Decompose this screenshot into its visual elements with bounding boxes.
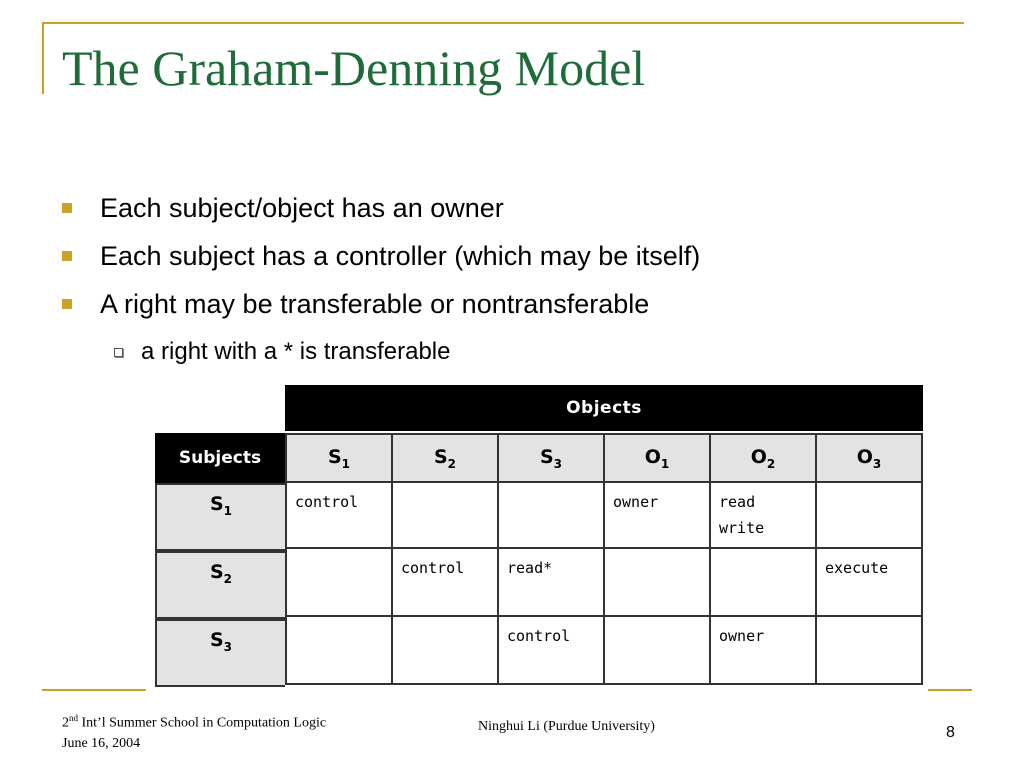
frame-top-line (42, 22, 964, 24)
hollow-square-bullet-icon (114, 348, 123, 357)
matrix-cell (816, 482, 922, 548)
matrix-cell (498, 482, 604, 548)
footer-line-right (928, 689, 972, 691)
conference-date: June 16, 2004 (62, 735, 141, 751)
matrix-cell: owner (604, 482, 710, 548)
matrix-cell: control (286, 482, 392, 548)
column-header-o3: $O_3$ (816, 434, 922, 482)
sub-bullet-item (114, 336, 450, 368)
square-bullet-icon (62, 203, 72, 213)
column-header-s2: $S_2$ (392, 434, 498, 482)
matrix-cell: control (392, 548, 498, 616)
subjects-header: Subjects (155, 433, 285, 483)
bullet-item (62, 238, 700, 274)
conference-name: 2nd Int’l Summer School in Computation Logic (62, 713, 327, 731)
bullet-item (62, 190, 504, 226)
footer-author: Ninghui Li (Purdue University) (478, 719, 655, 734)
bullet-item (62, 286, 649, 322)
matrix-cell: control (498, 616, 604, 684)
square-bullet-icon (62, 251, 72, 261)
bullet-text: Each subject/object has an owner (100, 192, 504, 223)
bullet-text: A right may be transferable or nontransferable (100, 288, 650, 319)
matrix-row-s3 (286, 616, 922, 684)
bullet-text: Each subject has a controller (which may be itself) (100, 240, 701, 271)
column-header-row (286, 434, 922, 482)
matrix-cell: read write (710, 482, 816, 548)
matrix-cell: execute (816, 548, 922, 616)
row-headers (155, 483, 285, 687)
access-matrix (155, 385, 923, 687)
column-header-o2: $O_2$ (710, 434, 816, 482)
frame-left-line (42, 22, 44, 94)
matrix-grid (285, 433, 923, 685)
matrix-cell (604, 616, 710, 684)
matrix-cell (392, 482, 498, 548)
sub-bullet-text: a right with a * is transferable (141, 338, 451, 365)
column-header-s3: $S_3$ (498, 434, 604, 482)
matrix-cell: read* (498, 548, 604, 616)
matrix-cell (286, 548, 392, 616)
slide-title: The Graham-Denning Model (62, 40, 646, 96)
row-header-s3: $S_3$ (155, 619, 285, 687)
row-header-s1: $S_1$ (155, 483, 285, 551)
matrix-row-s2 (286, 548, 922, 616)
matrix-cell: owner (710, 616, 816, 684)
column-header-s1: $S_1$ (286, 434, 392, 482)
page-number: 8 (946, 724, 955, 741)
matrix-cell (816, 616, 922, 684)
matrix-cell (286, 616, 392, 684)
column-header-o1: $O_1$ (604, 434, 710, 482)
objects-header: Objects (285, 385, 923, 431)
row-header-s2: $S_2$ (155, 551, 285, 619)
square-bullet-icon (62, 299, 72, 309)
footer-conference (62, 708, 326, 754)
matrix-cell (604, 548, 710, 616)
matrix-cell (710, 548, 816, 616)
footer-line-left (42, 689, 146, 691)
matrix-cell (392, 616, 498, 684)
matrix-row-s1 (286, 482, 922, 548)
